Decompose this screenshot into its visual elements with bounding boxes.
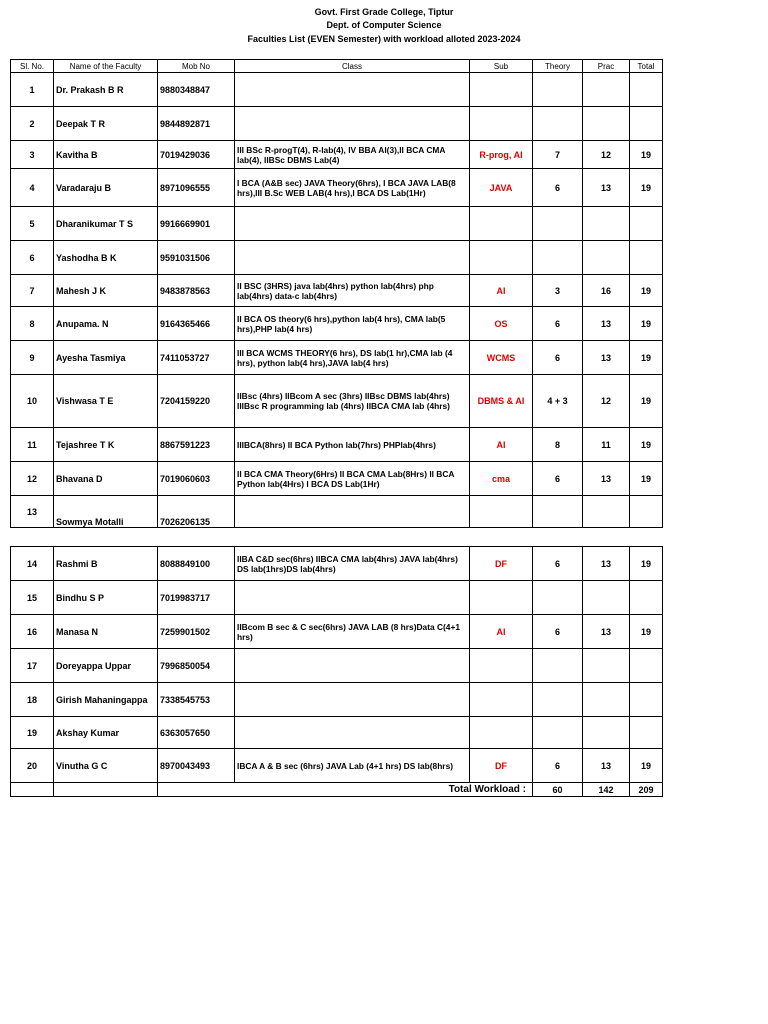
table-row <box>11 73 663 107</box>
cell-subject: cma <box>470 462 533 496</box>
cell-total: 19 <box>630 428 663 462</box>
document-title: Faculties List (EVEN Semester) with workload alloted 2023-2024 <box>247 34 521 44</box>
table-row <box>11 717 663 749</box>
cell-faculty-name: Rashmi B <box>54 547 158 581</box>
cell-subject: AI <box>470 275 533 307</box>
table-body-part2 <box>11 547 663 783</box>
faculty-table-part1 <box>10 59 663 528</box>
header-theory: Theory <box>533 60 583 73</box>
header-sub: Sub <box>470 60 533 73</box>
cell-theory: 3 <box>533 275 583 307</box>
cell-total <box>630 107 663 141</box>
cell-faculty-name: Dr. Prakash B R <box>54 73 158 107</box>
cell-mob-no: 7026206135 <box>158 496 235 528</box>
table-row <box>11 428 663 462</box>
cell-sl-no: 8 <box>11 307 54 341</box>
cell-subject <box>470 207 533 241</box>
cell-theory <box>533 717 583 749</box>
table-row <box>11 307 663 341</box>
cell-faculty-name: Girish Mahaningappa <box>54 683 158 717</box>
cell-theory: 4 + 3 <box>533 375 583 428</box>
cell-class: II BCA CMA Theory(6Hrs) II BCA CMA Lab(8Hrs) II BCA Python lab(4Hrs) I BCA DS Lab(1Hr) <box>235 462 470 496</box>
cell-subject <box>470 581 533 615</box>
cell-subject <box>470 241 533 275</box>
cell-subject <box>470 73 533 107</box>
table-row <box>11 375 663 428</box>
cell-theory: 6 <box>533 307 583 341</box>
cell-sl-no: 17 <box>11 649 54 683</box>
header-name: Name of the Faculty <box>54 60 158 73</box>
cell-prac <box>583 241 630 275</box>
cell-mob-no: 7019429036 <box>158 141 235 169</box>
total-workload-row <box>11 783 663 797</box>
cell-sl-no: 18 <box>11 683 54 717</box>
cell-subject <box>470 717 533 749</box>
header-prac: Prac <box>583 60 630 73</box>
cell-theory: 7 <box>533 141 583 169</box>
cell-class <box>235 717 470 749</box>
cell-prac: 13 <box>583 749 630 783</box>
cell-sl-no: 4 <box>11 169 54 207</box>
cell-subject <box>470 649 533 683</box>
department-name: Dept. of Computer Science <box>326 20 442 30</box>
cell-subject: DF <box>470 749 533 783</box>
cell-faculty-name: Bindhu S P <box>54 581 158 615</box>
cell-sl-no: 9 <box>11 341 54 375</box>
cell-subject: OS <box>470 307 533 341</box>
cell-sl-no: 11 <box>11 428 54 462</box>
cell-subject: DBMS & AI <box>470 375 533 428</box>
cell-sl-no: 7 <box>11 275 54 307</box>
cell-sl-no: 16 <box>11 615 54 649</box>
cell-mob-no: 9916669901 <box>158 207 235 241</box>
cell-sl-no: 13 <box>11 496 54 528</box>
cell-faculty-name: Manasa N <box>54 615 158 649</box>
cell-prac: 13 <box>583 169 630 207</box>
cell-theory: 6 <box>533 615 583 649</box>
header-sl-no: Sl. No. <box>11 60 54 73</box>
cell-class: I BCA (A&B sec) JAVA Theory(6hrs), I BCA JAVA LAB(8 hrs),III B.Sc WEB LAB(4 hrs),I BCA DS Lab(1Hr) <box>235 169 470 207</box>
header-mob-no: Mob No <box>158 60 235 73</box>
cell-class <box>235 649 470 683</box>
table-body-part1 <box>11 73 663 528</box>
cell-class: II BSC (3HRS) java lab(4hrs) python lab(4hrs) php lab(4hrs) data-c lab(4hrs) <box>235 275 470 307</box>
cell-class <box>235 107 470 141</box>
cell-total <box>630 496 663 528</box>
cell-subject: AI <box>470 428 533 462</box>
cell-class: III BSc R-progT(4), R-lab(4), IV BBA AI(3),II BCA CMA lab(4), IIBSc DBMS Lab(4) <box>235 141 470 169</box>
cell-faculty-name: Bhavana D <box>54 462 158 496</box>
cell-prac: 13 <box>583 462 630 496</box>
cell-faculty-name: Sowmya Motalli <box>54 496 158 528</box>
cell-faculty-name: Varadaraju B <box>54 169 158 207</box>
header-total: Total <box>630 60 663 73</box>
cell-theory <box>533 207 583 241</box>
cell-theory <box>533 649 583 683</box>
cell-prac: 13 <box>583 307 630 341</box>
cell-faculty-name: Doreyappa Uppar <box>54 649 158 683</box>
cell-total <box>630 207 663 241</box>
cell-prac <box>583 683 630 717</box>
cell-mob-no: 8970043493 <box>158 749 235 783</box>
table-header-row <box>11 60 663 73</box>
cell-total: 19 <box>630 615 663 649</box>
cell-class <box>235 241 470 275</box>
cell-prac: 11 <box>583 428 630 462</box>
cell-mob-no: 7338545753 <box>158 683 235 717</box>
cell-class: IBCA A & B sec (6hrs) JAVA Lab (4+1 hrs) DS lab(8hrs) <box>235 749 470 783</box>
table-row <box>11 581 663 615</box>
cell-prac: 13 <box>583 547 630 581</box>
cell-prac <box>583 207 630 241</box>
cell-prac: 12 <box>583 141 630 169</box>
cell-faculty-name: Vinutha G C <box>54 749 158 783</box>
table-row <box>11 207 663 241</box>
table-row <box>11 341 663 375</box>
cell-sl-no: 10 <box>11 375 54 428</box>
table-row <box>11 547 663 581</box>
cell-faculty-name: Anupama. N <box>54 307 158 341</box>
cell-subject: R-prog, AI <box>470 141 533 169</box>
cell-theory: 8 <box>533 428 583 462</box>
cell-prac <box>583 717 630 749</box>
cell-mob-no: 9880348847 <box>158 73 235 107</box>
cell-total <box>630 241 663 275</box>
cell-subject: DF <box>470 547 533 581</box>
cell-mob-no: 9591031506 <box>158 241 235 275</box>
total-workload-label: Total Workload : <box>158 783 533 797</box>
cell-sl-no: 14 <box>11 547 54 581</box>
cell-prac: 12 <box>583 375 630 428</box>
cell-mob-no: 8867591223 <box>158 428 235 462</box>
cell-mob-no: 7019060603 <box>158 462 235 496</box>
cell-sl-no: 3 <box>11 141 54 169</box>
table-row <box>11 275 663 307</box>
table-row <box>11 496 663 528</box>
cell-faculty-name: Tejashree T K <box>54 428 158 462</box>
cell-theory: 6 <box>533 341 583 375</box>
cell-subject: AI <box>470 615 533 649</box>
total-total: 209 <box>630 783 663 797</box>
table-row <box>11 141 663 169</box>
cell-class: IIBA C&D sec(6hrs) IIBCA CMA lab(4hrs) JAVA lab(4hrs) DS lab(1hrs)DS lab(4hrs) <box>235 547 470 581</box>
table-row <box>11 615 663 649</box>
cell-sl-no: 2 <box>11 107 54 141</box>
table-row <box>11 749 663 783</box>
cell-subject: JAVA <box>470 169 533 207</box>
cell-theory: 6 <box>533 462 583 496</box>
cell-faculty-name: Ayesha Tasmiya <box>54 341 158 375</box>
cell-class: IIBcom B sec & C sec(6hrs) JAVA LAB (8 hrs)Data C(4+1 hrs) <box>235 615 470 649</box>
cell-mob-no: 9164365466 <box>158 307 235 341</box>
cell-mob-no: 6363057650 <box>158 717 235 749</box>
cell-prac <box>583 581 630 615</box>
cell-sl-no: 19 <box>11 717 54 749</box>
cell-total <box>630 683 663 717</box>
cell-total: 19 <box>630 169 663 207</box>
cell-faculty-name: Akshay Kumar <box>54 717 158 749</box>
cell-total: 19 <box>630 307 663 341</box>
cell-faculty-name: Mahesh J K <box>54 275 158 307</box>
total-row-blank-sl <box>11 783 54 797</box>
cell-prac: 13 <box>583 615 630 649</box>
cell-prac: 13 <box>583 341 630 375</box>
cell-sl-no: 12 <box>11 462 54 496</box>
cell-subject <box>470 107 533 141</box>
cell-theory <box>533 241 583 275</box>
cell-mob-no: 7259901502 <box>158 615 235 649</box>
cell-total: 19 <box>630 749 663 783</box>
cell-theory: 6 <box>533 749 583 783</box>
cell-sl-no: 20 <box>11 749 54 783</box>
cell-faculty-name: Yashodha B K <box>54 241 158 275</box>
cell-mob-no: 7019983717 <box>158 581 235 615</box>
cell-theory <box>533 107 583 141</box>
cell-total <box>630 581 663 615</box>
cell-prac <box>583 107 630 141</box>
table-row <box>11 241 663 275</box>
cell-class <box>235 581 470 615</box>
cell-class <box>235 73 470 107</box>
cell-subject <box>470 496 533 528</box>
cell-theory <box>533 683 583 717</box>
cell-sl-no: 15 <box>11 581 54 615</box>
cell-total: 19 <box>630 547 663 581</box>
cell-class <box>235 683 470 717</box>
cell-mob-no: 9483878563 <box>158 275 235 307</box>
cell-mob-no: 7996850054 <box>158 649 235 683</box>
cell-mob-no: 7411053727 <box>158 341 235 375</box>
cell-subject: WCMS <box>470 341 533 375</box>
cell-faculty-name: Dharanikumar T S <box>54 207 158 241</box>
cell-total <box>630 649 663 683</box>
table-row <box>11 683 663 717</box>
header-class: Class <box>235 60 470 73</box>
cell-total <box>630 717 663 749</box>
cell-faculty-name: Vishwasa T E <box>54 375 158 428</box>
cell-class: III BCA WCMS THEORY(6 hrs), DS lab(1 hr),CMA lab (4 hrs), python lab(4 hrs),JAVA lab(4 hrs) <box>235 341 470 375</box>
cell-prac <box>583 496 630 528</box>
cell-prac <box>583 73 630 107</box>
cell-theory <box>533 73 583 107</box>
cell-total: 19 <box>630 341 663 375</box>
total-theory: 60 <box>533 783 583 797</box>
cell-mob-no: 9844892871 <box>158 107 235 141</box>
cell-mob-no: 7204159220 <box>158 375 235 428</box>
college-name: Govt. First Grade College, Tiptur <box>314 7 454 17</box>
cell-faculty-name: Deepak T R <box>54 107 158 141</box>
cell-sl-no: 6 <box>11 241 54 275</box>
cell-faculty-name: Kavitha B <box>54 141 158 169</box>
cell-prac: 16 <box>583 275 630 307</box>
cell-theory: 6 <box>533 547 583 581</box>
table-row <box>11 107 663 141</box>
table-row <box>11 649 663 683</box>
cell-class: IIBsc (4hrs) IIBcom A sec (3hrs) IIBsc DBMS lab(4hrs) IIIBsc R programming lab (4hrs) IIBCA CMA lab (4hrs) <box>235 375 470 428</box>
cell-mob-no: 8088849100 <box>158 547 235 581</box>
cell-class <box>235 496 470 528</box>
faculty-table-part2 <box>10 546 663 797</box>
cell-total: 19 <box>630 375 663 428</box>
cell-total <box>630 73 663 107</box>
cell-theory: 6 <box>533 169 583 207</box>
cell-mob-no: 8971096555 <box>158 169 235 207</box>
table-row <box>11 169 663 207</box>
cell-prac <box>583 649 630 683</box>
cell-class <box>235 207 470 241</box>
total-row-blank-name <box>54 783 158 797</box>
table-row <box>11 462 663 496</box>
cell-total: 19 <box>630 275 663 307</box>
cell-total: 19 <box>630 141 663 169</box>
cell-class: IIIBCA(8hrs) II BCA Python lab(7hrs) PHPlab(4hrs) <box>235 428 470 462</box>
cell-theory <box>533 496 583 528</box>
cell-theory <box>533 581 583 615</box>
cell-subject <box>470 683 533 717</box>
cell-total: 19 <box>630 462 663 496</box>
total-prac: 142 <box>583 783 630 797</box>
cell-class: II BCA OS theory(6 hrs),python lab(4 hrs), CMA lab(5 hrs),PHP lab(4 hrs) <box>235 307 470 341</box>
cell-sl-no: 1 <box>11 73 54 107</box>
cell-sl-no: 5 <box>11 207 54 241</box>
